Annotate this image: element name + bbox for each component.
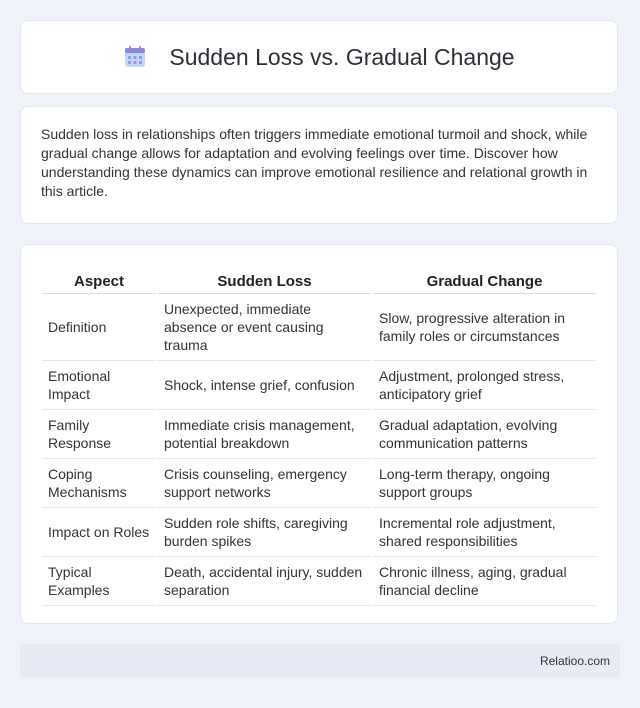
sudden-loss-cell: Death, accidental injury, sudden separation — [158, 557, 371, 606]
gradual-change-cell: Long-term therapy, ongoing support groups — [373, 459, 596, 508]
gradual-change-cell: Incremental role adjustment, shared responsibilities — [373, 508, 596, 557]
sudden-loss-cell: Shock, intense grief, confusion — [158, 361, 371, 410]
footer-brand: Relatioo.com — [539, 654, 610, 668]
gradual-change-cell: Slow, progressive alteration in family roles or circumstances — [373, 294, 596, 361]
table-header-row — [42, 265, 596, 294]
sudden-loss-cell: Sudden role shifts, caregiving burden spikes — [158, 508, 371, 557]
gradual-change-cell: Gradual adaptation, evolving communication patterns — [373, 410, 596, 459]
table-card — [20, 244, 618, 624]
aspect-cell: Impact on Roles — [42, 508, 156, 557]
table-row — [42, 459, 596, 508]
table-row — [42, 508, 596, 557]
table-row — [42, 410, 596, 459]
intro-text: Sudden loss in relationships often triggers immediate emotional turmoil and shock, while gradual change allows for adaptation and evolving feelings over time. Discover how understanding these dynamics can improve emotional resilience and relational growth in this article. — [41, 126, 588, 199]
aspect-cell: Coping Mechanisms — [42, 459, 156, 508]
aspect-cell: Emotional Impact — [42, 361, 156, 410]
calendar-icon — [123, 45, 147, 69]
page-title: Sudden Loss vs. Gradual Change — [169, 43, 515, 70]
header-gradual-change: Gradual Change — [373, 265, 596, 294]
table-row — [42, 294, 596, 361]
aspect-cell: Typical Examples — [42, 557, 156, 606]
aspect-cell: Family Response — [42, 410, 156, 459]
comparison-table — [40, 265, 598, 606]
sudden-loss-cell: Crisis counseling, emergency support networks — [158, 459, 371, 508]
table-row — [42, 557, 596, 606]
gradual-change-cell: Chronic illness, aging, gradual financial decline — [373, 557, 596, 606]
sudden-loss-cell: Immediate crisis management, potential breakdown — [158, 410, 371, 459]
table-row — [42, 361, 596, 410]
gradual-change-cell: Adjustment, prolonged stress, anticipatory grief — [373, 361, 596, 410]
footer — [20, 644, 620, 678]
intro-card — [20, 106, 618, 224]
header-aspect: Aspect — [42, 265, 156, 294]
header-sudden-loss: Sudden Loss — [158, 265, 371, 294]
title-card — [20, 20, 618, 94]
sudden-loss-cell: Unexpected, immediate absence or event causing trauma — [158, 294, 371, 361]
aspect-cell: Definition — [42, 294, 156, 361]
